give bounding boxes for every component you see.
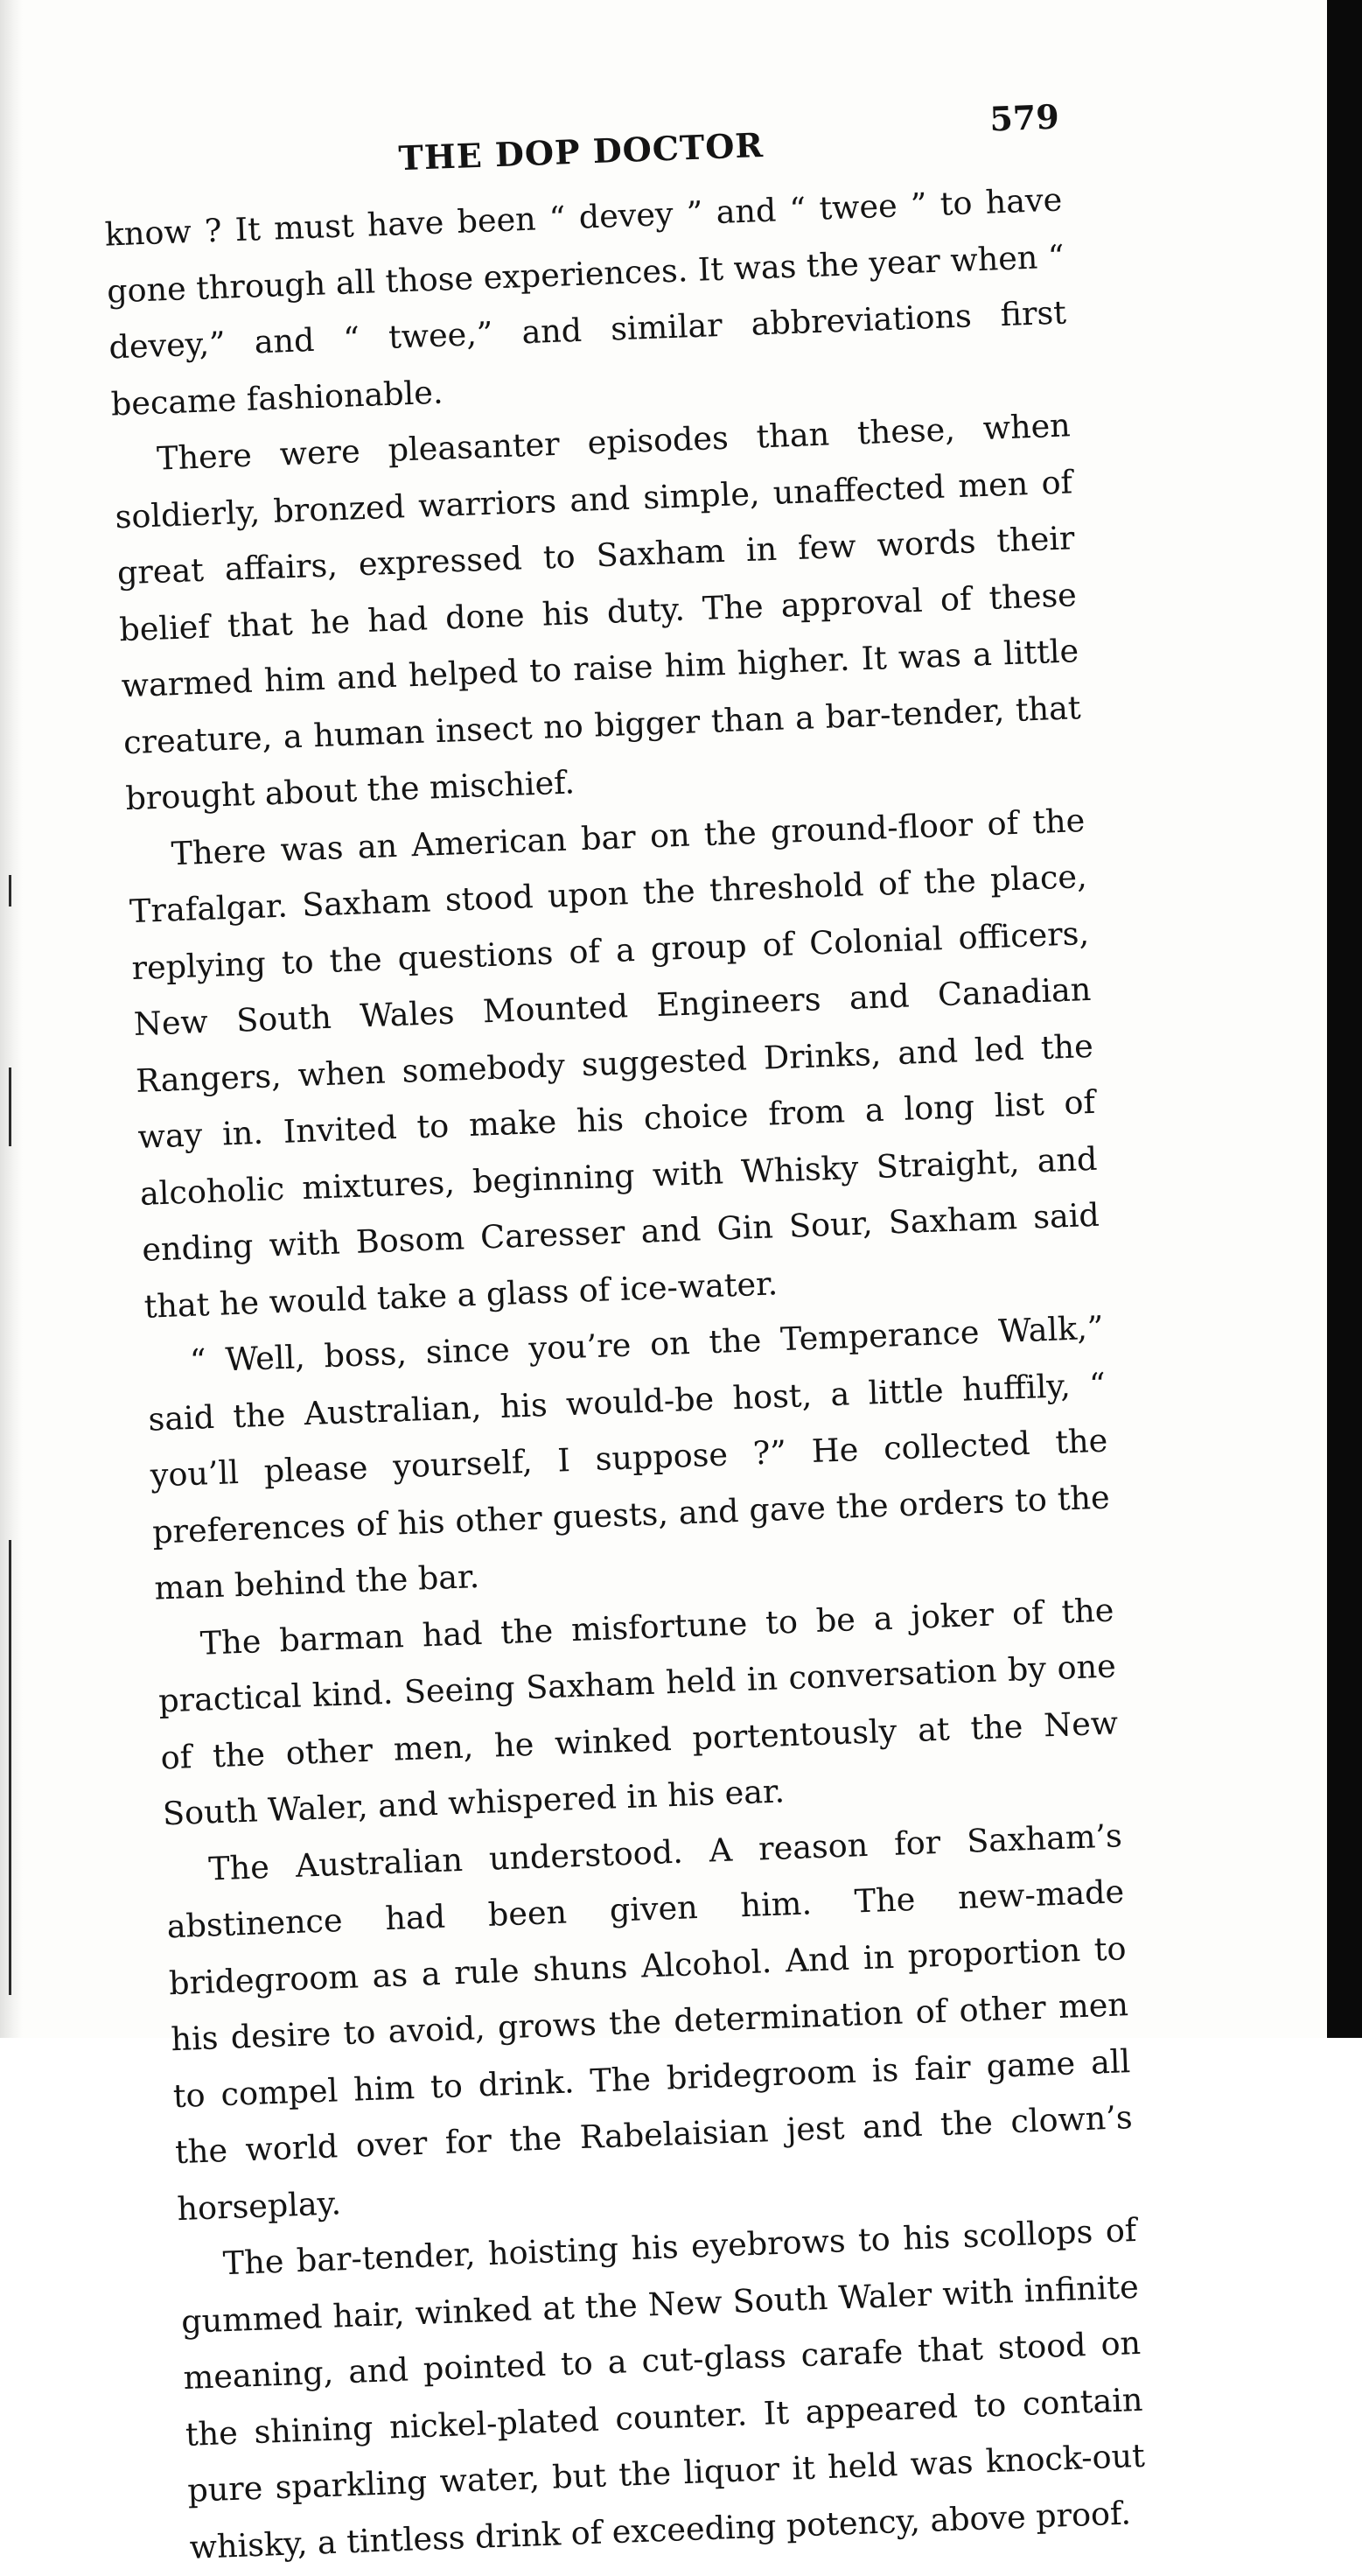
binding-mark bbox=[9, 1068, 11, 1146]
binding-mark bbox=[9, 1540, 11, 1995]
scanner-border bbox=[1327, 0, 1362, 2038]
running-title: THE DOP DOCTOR bbox=[397, 124, 765, 178]
body-text bbox=[104, 172, 1149, 2576]
paragraph: know ? It must have been “ devey ” and “ twee ” to have gone through all those experiences. It was the year when “ devey,” and “ twee,” and similar abbreviations first became fashionable. bbox=[104, 180, 1067, 423]
paragraph: There was an American bar on the ground-floor of the Trafalgar. Saxham stood upon the threshold of the place, replying to the questions of a group of Colonial officers, New South Wales Mounted Engineers and Canadian Rangers, when somebody suggested Drinks, and led the way in. Invited to make his choice from a long list of alcoholic mixtures, beginning with Whisky Straight, and ending with Bosom Caresser and Gin Sour, Saxham said that he would take a glass of ice-water. bbox=[129, 801, 1100, 1326]
book-page bbox=[101, 96, 1146, 2566]
paragraph: The Australian understood. A reason for Saxham’s abstinence had been given him. The new-made bridegroom as a rule shuns Alcohol. And in proportion to his desire to avoid, grows the determination of other men to compel him to drink. The bridegroom is fair game all the world over for the Rabelaisian jest and the clown’s horseplay. bbox=[165, 1816, 1134, 2228]
paragraph: The barman had the misfortune to be a joker of the practical kind. Seeing Saxham held in conversation by one of the other men, he winked portentously at the New South Waler, and whispered in his ear. bbox=[157, 1590, 1119, 1833]
binding-shadow bbox=[0, 0, 23, 2038]
paragraph: “ Well, boss, since you’re on the Temperance Walk,” said the Australian, his would-be host, a little huffily, “ you’ll please yourself, I suppose ?” He collected the preferences of his other guests, and gave the orders to the man behind the bar. bbox=[147, 1308, 1111, 1607]
paragraph: There were pleasanter episodes than these, when soldierly, bronzed warriors and simple, unaffected men of great affairs, expressed to Saxham in few words their belief that he had done his duty. The approval of these warmed him and helped to raise him higher. It was a little creature, a human insect no bigger than a bar-tender, that brought about the mischief. bbox=[114, 406, 1082, 818]
paragraph: The bar-tender, hoisting his eyebrows to his scollops of gummed hair, winked at the New South Waler with infinite meaning, and pointed to a cut-glass carafe that stood on the shining nickel-plated counter. It appeared to contain pure sparkling water, but the liquor it held was knock-out whisky, a tintless drink of exceeding potency, above proof. bbox=[180, 2210, 1146, 2566]
binding-mark bbox=[9, 875, 11, 906]
page-number: 579 bbox=[988, 96, 1060, 139]
